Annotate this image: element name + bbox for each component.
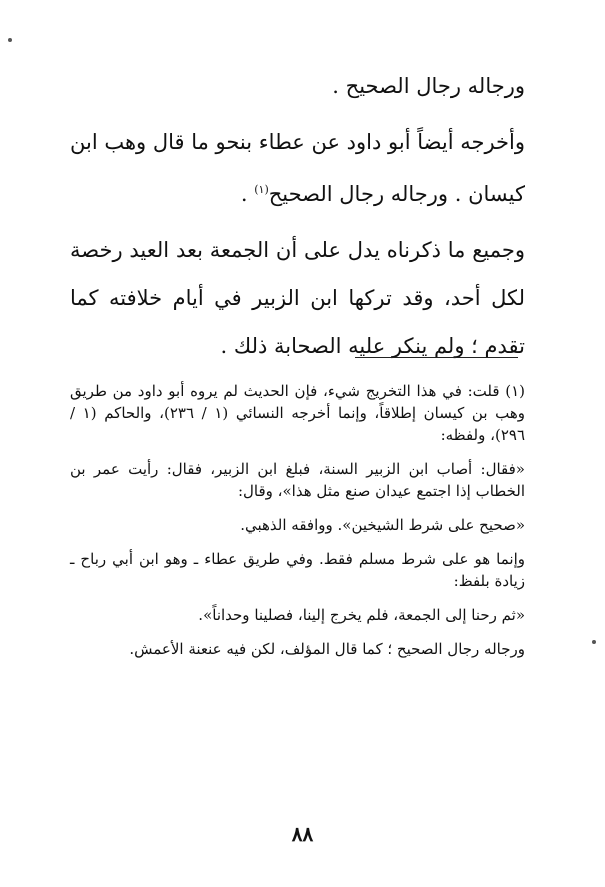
paragraph-2-text: وأخرجه أيضاً أبو داود عن عطاء بنحو ما قال وهب ابن كيسان . ورجاله رجال الصحيح bbox=[69, 130, 525, 206]
main-text bbox=[70, 62, 525, 370]
paragraph-2-end: . bbox=[240, 182, 255, 206]
footnote-quote-1: «فقال: أصاب ابن الزبير السنة، فبلغ ابن الزبير، فقال: رأيت عمر بن الخطاب إذا اجتمع عيدان صنع مثل هذا»، وقال: bbox=[70, 460, 525, 500]
footnote-1: (١) قلت: في هذا التخريج شيء، فإن الحديث لم يروه أبو داود من طريق وهب بن كيسان إطلاقاً، وإنما أخرجه النسائي (١ / ٢٣٦)، والحاكم (١ / ٢٩٦)، ولفظه: bbox=[70, 382, 525, 444]
footnote-quote-3: «ثم رحنا إلى الجمعة، فلم يخرج إلينا، فصلينا وحداناً». bbox=[198, 606, 525, 624]
footnote-quote-2: «صحيح على شرط الشيخين». ووافقه الذهبي. bbox=[240, 516, 525, 534]
footnote-separator bbox=[355, 357, 518, 358]
scan-speck bbox=[592, 640, 596, 644]
footnote-conclusion: ورجاله رجال الصحيح ؛ كما قال المؤلف، لكن فيه عنعنة الأعمش. bbox=[129, 640, 525, 658]
page-number: ٨٨ bbox=[291, 822, 314, 846]
scan-speck bbox=[8, 38, 12, 42]
paragraph-2 bbox=[70, 118, 525, 218]
paragraph-1: ورجاله رجال الصحيح . bbox=[332, 74, 525, 98]
footnote-reference[interactable]: (١) bbox=[254, 183, 269, 196]
footnotes bbox=[70, 380, 525, 660]
footnote-remark: وإنما هو على شرط مسلم فقط. وفي طريق عطاء ـ وهو ابن أبي رباح ـ زيادة بلفظ: bbox=[70, 550, 525, 590]
paragraph-3: وجميع ما ذكرناه يدل على أن الجمعة بعد العيد رخصة لكل أحد، وقد تركها ابن الزبير في أيام خلافته كما تقدم ؛ ولم ينكر عليه الصحابة ذلك . bbox=[70, 238, 525, 358]
